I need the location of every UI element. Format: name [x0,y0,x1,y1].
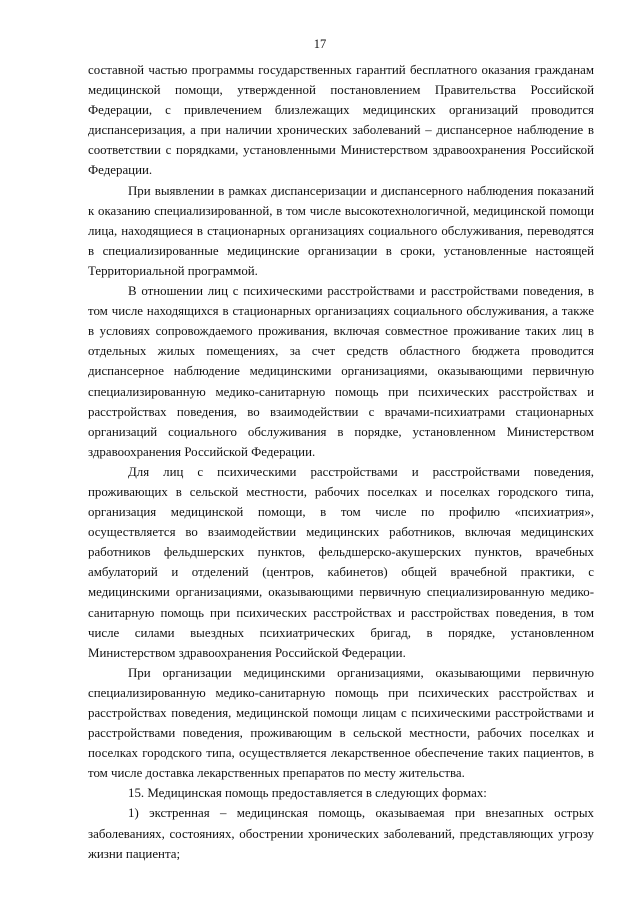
page-number: 17 [313,37,327,51]
paragraph: Для лиц с психическими расстройствами и расстройствами поведения, проживающих в сельской местности, рабочих поселках и поселках городского типа, организация медицинской помощи, в том числе по профилю «психиатрия», осуществляется во взаимодействии медицинских работников, включая медицинских работников фельдшерских пунктов, фельдшерско-акушерских пунктов, врачебных амбулаторий и отделений (центров, кабинетов) общей врачебной практики, с медицинскими организациями, оказывающими первичную специализированную медико-санитарную помощь при психических расстройствах и расстройствах поведения, в том числе силами выездных психиатрических бригад, в порядке, установленном Министерством здравоохранения Российской Федерации. [88,464,594,660]
paragraph: В отношении лиц с психическими расстройствами и расстройствами поведения, в том числе находящихся в стационарных организациях социального обслуживания, а также в условиях сопровождаемого проживания, включая совместное проживание таких лиц в отдельных жилых помещениях, за счет средств областного бюджета проводится диспансерное наблюдение медицинскими организациями, оказывающими первичную специализированную медико-санитарную помощь при психических расстройствах и расстройствах поведения, во взаимодействии с врачами-психиатрами стационарных организаций социального обслуживания в порядке, установленном Министерством здравоохранения Российской Федерации. [88,284,594,459]
paragraph: составной частью программы государственных гарантий бесплатного оказания гражданам медицинской помощи, утвержденной постановлением Правительства Российской Федерации, с привлечением близлежащих медицинских организаций проводится диспансеризация, а при наличии хронических заболеваний – диспансерное наблюдение в соответствии с порядками, установленными Министерством здравоохранения Российской Федерации. [88,63,594,178]
paragraph: При организации медицинскими организациями, оказывающими первичную специализированную медико-санитарную помощь при психических расстройствах и расстройствах поведения, медицинской помощи лицам с психическими расстройствами и расстройствами поведения, проживающим в сельской местности, рабочих поселках и поселках городского типа, осуществляется лекарственное обеспечение таких пациентов, в том числе доставка лекарственных препаратов по месту жительства. [88,665,594,781]
document-body [88,60,594,864]
list-item: 1) экстренная – медицинская помощь, оказываемая при внезапных острых заболеваниях, состояниях, обострении хронических заболеваний, представляющих угрозу жизни пациента; [88,806,594,861]
list-heading: 15. Медицинская помощь предоставляется в следующих формах: [128,786,487,801]
paragraph: При выявлении в рамках диспансеризации и диспансерного наблюдения показаний к оказанию специализированной, в том числе высокотехнологичной, медицинской помощи лица, находящиеся в стационарных организациях социального обслуживания, переводятся в специализированные медицинские организации в сроки, установленные настоящей Территориальной программой. [88,183,594,278]
